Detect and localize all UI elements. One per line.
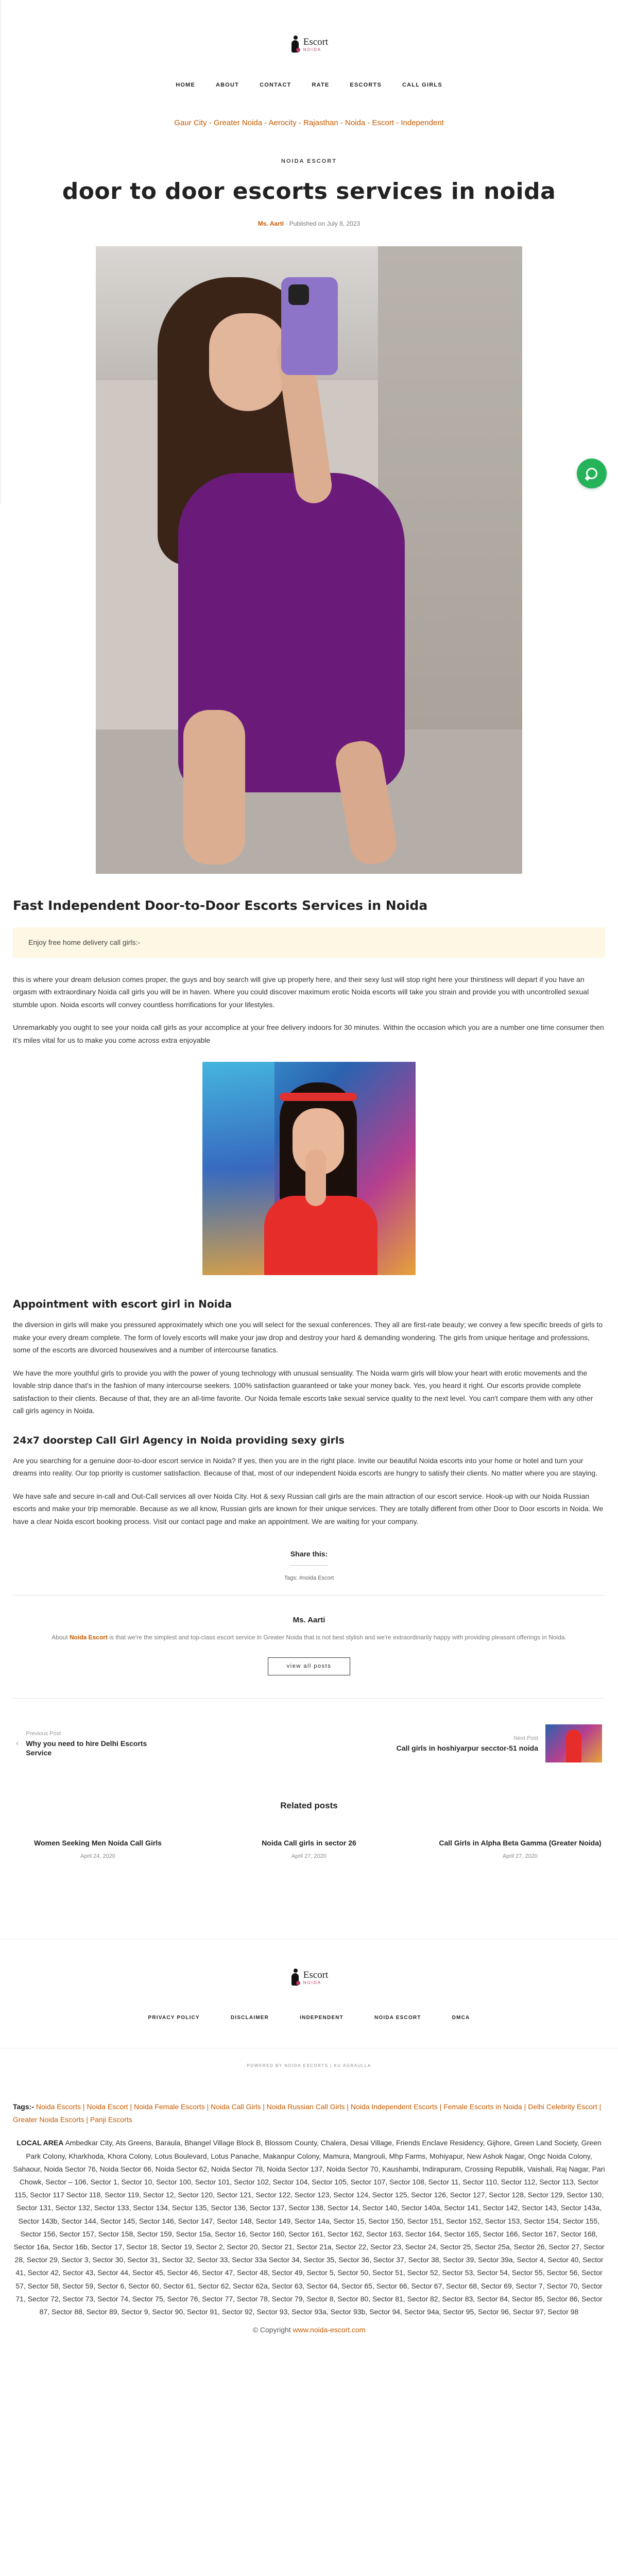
powered-by: POWERED BY NOIDA ESCORTS | KU AGRAULLA — [0, 2048, 618, 2070]
logo-icon — [290, 1968, 301, 1988]
related-date: April 27, 2020 — [503, 1853, 538, 1860]
section-heading-3: 24x7 doorstep Call Girl Agency in Noida providing sexy girls — [13, 1434, 345, 1446]
post-meta — [0, 219, 618, 229]
site-tagline: Gaur City - Greater Noida - Aerocity - Rajasthan - Noida - Escort - Independent — [174, 118, 444, 127]
author-bio-link[interactable]: Noida Escort — [69, 1634, 108, 1641]
footer-privacy-policy[interactable]: PRIVACY POLICY — [148, 2015, 200, 2021]
bottom-seo-block — [13, 2100, 605, 2347]
author-bio: About Noida Escort is that we're the simplest and top-class escort service in Greater Noida that is not best stylish and we're extraordinarily happy with providing pleasant offerings in Noida. — [52, 1634, 566, 1641]
share-label: Share this: — [290, 1548, 328, 1565]
post-author-link[interactable]: Ms. Aarti — [258, 219, 284, 227]
bottom-tag-links[interactable]: Noida Escorts | Noida Escort | Noida Female Escorts | Noida Call Girls | Noida Russian Call Girls | Noida Independent Escorts | Female Escorts in Noida | Delhi Celebrity Escort | Greater Noida Escorts | Panji Escorts — [13, 2103, 602, 2124]
paragraph-4: We have the more youthful girls to provide you with the power of young technology with unusual sensuality. The Noida warm girls will blow your heart with erotic movements and the lovable strip dance that's in the fashion of many intercourse seekers. 100% satisfaction guaranteed or take your money back. Yes, you heard it right. Our escorts provide complete satisfaction to their clients. Because of that, they are an all-time favorite. Our Noida female escorts take sexual service quality to the next level. You can't compare them with any other call girls agency in Noida. — [13, 1368, 593, 1415]
next-post-label: Next Post — [513, 1735, 538, 1742]
next-post-title: Call girls in hoshiyarpur secctor-51 noida — [396, 1743, 538, 1752]
arrow-left-icon: ‹ — [16, 1739, 19, 1748]
left-rule — [0, 0, 1, 505]
post-category[interactable]: NOIDA ESCORT — [281, 158, 337, 164]
footer-nav — [0, 2014, 618, 2022]
post-content — [13, 895, 605, 1861]
footer-disclaimer[interactable]: DISCLAIMER — [230, 2015, 269, 2021]
related-title[interactable]: Women Seeking Men Noida Call Girls — [34, 1839, 162, 1848]
whatsapp-icon — [586, 468, 597, 479]
site-header — [0, 0, 618, 129]
nav-escorts[interactable]: ESCORTS — [350, 82, 382, 89]
section-heading-1: Fast Independent Door-to-Door Escorts Services in Noida — [13, 898, 428, 913]
nav-rate[interactable]: RATE — [312, 82, 330, 89]
nav-call-girls[interactable]: CALL GIRLS — [402, 82, 442, 89]
post-tags — [13, 1574, 605, 1583]
nav-contact[interactable]: CONTACT — [260, 82, 291, 89]
related-card[interactable] — [13, 1838, 183, 1861]
author-name: Ms. Aarti — [293, 1616, 325, 1625]
meta-separator: · — [285, 219, 289, 227]
tag-link[interactable]: #noida Escort — [299, 1574, 334, 1581]
local-area — [13, 2137, 605, 2318]
next-post-thumbnail — [545, 1724, 602, 1762]
logo-text: Escort NOIDA — [303, 37, 329, 53]
main-nav — [0, 81, 618, 90]
tags-label: Tags: — [284, 1574, 298, 1581]
nav-about[interactable]: ABOUT — [216, 82, 239, 89]
related-heading: Related posts — [280, 1801, 338, 1811]
post-title: door to door escorts services in noida — [62, 178, 556, 205]
bottom-tags-label: Tags:- — [13, 2103, 34, 2111]
footer-logo[interactable] — [290, 1965, 329, 1991]
paragraph-1: this is where your dream delusion comes proper, the guys and boy search will give up properly here, and their sexy lust will stop right here your thirstiness will depart if you have an orgasm with extraordinary Noida call girls you will be in haven. Where you could discover maximum erotic Noida escorts will take you strain and provide you with uncontrolled sexual stumble upon. Noida escorts will convey countless horrifications for your lifestyles. — [13, 975, 589, 1009]
prev-post-title: Why you need to hire Delhi Escorts Service — [26, 1739, 147, 1757]
related-grid — [13, 1838, 605, 1861]
post-navigation — [13, 1724, 605, 1762]
copyright-link[interactable]: www.noida-escort.com — [293, 2326, 366, 2334]
section-heading-2: Appointment with escort girl in Noida — [13, 1298, 232, 1311]
view-all-posts-button[interactable]: view all posts — [268, 1657, 350, 1676]
footer-independent[interactable]: INDEPENDENT — [300, 2015, 344, 2021]
nav-home[interactable]: HOME — [176, 82, 196, 89]
author-box — [13, 1614, 605, 1675]
prev-post-link[interactable] — [16, 1730, 154, 1757]
inline-image — [202, 1062, 416, 1275]
related-posts — [13, 1799, 605, 1861]
paragraph-2: Unremarkably you ought to see your noida call girls as your accomplice at your free delivery indoors for 30 minutes. Within the occasion which you are a number one time consumer then it's miles vital for us to make you come across extra enjoyable — [13, 1023, 604, 1044]
related-date: April 27, 2020 — [291, 1853, 327, 1860]
phone-in-photo — [281, 277, 338, 375]
post — [0, 157, 618, 1861]
related-card[interactable] — [435, 1838, 605, 1861]
site-logo[interactable] — [290, 32, 329, 58]
bottom-tags — [13, 2100, 605, 2126]
related-title[interactable]: Noida Call girls in sector 26 — [262, 1839, 356, 1848]
related-title[interactable]: Call Girls in Alpha Beta Gamma (Greater Noida) — [439, 1839, 602, 1848]
local-area-list: Ambedkar City, Ats Greens, Baraula, Bhangel Village Block B, Blossom County, Chalera, Desai Village, Friends Enclave Residency, Gijhore, Green Land Society, Green Park Colony, Kharkhoda, Khora Colony, Lotus Boulevard, Lotus Panache, Makanpur Colony, Mamura, Mangrouli, Mhp Farms, Mohiyapur, New Ashok Nagar, Ongc Noida Colony, Sahaour, Noida Sector 76, Noida Sector 66, Noida Sector 62, Noida Sector 78, Noida Sector 137, Noida Sector 70, Kaushambi, Indirapuram, Crossing Republik, Vaishali, Raj Nagar, Pari Chowk, Sector – 106, Sector 1, Sector 10, Sector 100, Sector 101, Sector 102, Sector 104, Sector 105, Sector 107, Sector 108, Sector 11, Sector 110, Sector 112, Sector 113, Sector 115, Sector 117 Sector 118, Sector 119, Sector 12, Sector 120, Sector 121, Sector 122, Sector 123, Sector 124, Sector 125, Sector 126, Sector 127, Sector 128, Sector 129, Sector 130, Sector 131, Sector 132, Sector 133, Sector 134, Sector 135, Sector 136, Sector 137, Sector 138, Sector 14, Sector 140, Sector 140a, Sector 141, Sector 142, Sector 143, Sector 143a, Sector 143b, Sector 144, Sector 145, Sector 146, Sector 147, Sector 148, Sector 149, Sector 14a, Sector 15, Sector 150, Sector 151, Sector 152, Sector 153, Sector 154, Sector 155, Sector 156, Sector 157, Sector 158, Sector 159, Sector 15a, Sector 16, Sector 160, Sector 161, Sector 162, Sector 163, Sector 164, Sector 165, Sector 166, Sector 167, Sector 168, Sector 16a, Sector 16b, Sector 17, Sector 18, Sector 19, Sector 2, Sector 20, Sector 21, Sector 21a, Sector 22, Sector 23, Sector 24, Sector 25, Sector 25a, Sector 26, Sector 27, Sector 28, Sector 29, Sector 3, Sector 30, Sector 31, Sector 32, Sector 33, Sector 33a Sector 34, Sector 35, Sector 36, Sector 37, Sector 38, Sector 39, Sector 39a, Sector 4, Sector 40, Sector 41, Sector 42, Sector 43, Sector 44, Sector 45, Sector 46, Sector 47, Sector 48, Sector 49, Sector 5, Sector 50, Sector 51, Sector 52, Sector 53, Sector 54, Sector 55, Sector 56, Sector 57, Sector 58, Sector 59, Sector 6, Sector 60, Sector 61, Sector 62, Sector 62a, Sector 63, Sector 64, Sector 65, Sector 66, Sector 67, Sector 68, Sector 69, Sector 7, Sector 70, Sector 71, Sector 72, Sector 73, Sector 74, Sector 75, Sector 76, Sector 77, Sector 78, Sector 79, Sector 8, Sector 80, Sector 81, Sector 82, Sector 83, Sector 84, Sector 85, Sector 86, Sector 87, Sector 88, Sector 89, Sector 9, Sector 90, Sector 91, Sector 92, Sector 93, Sector 93a, Sector 93b, Sector 94, Sector 94a, Sector 95, Sector 96, Sector 97, Sector 98 — [13, 2139, 605, 2316]
local-area-label: LOCAL AREA — [16, 2139, 64, 2147]
paragraph-6: We have safe and secure in-call and Out-Call services all over Noida City. Hot & sexy Russian call girls are the main attraction of our escort service. Hook-up with our Noida Russian escorts and make your trip memorable. Because as we all know, Russian girls are known for their unique services. They are totally different from other Door to Door escorts in Noida. We have a clear Noida escort booking process. Visit our contact page and make an appointment. We are waiting for your company. — [13, 1492, 604, 1526]
paragraph-3: the diversion in girls will make you pressured approximately which one you will select for the sexual conferences. They all are first-rate beauty; we convey a few specific breeds of girls to make your every dream complete. The form of lovely escorts will make your jaw drop and destroy your hard & demanding wondering. The girls from unique heritage and professions, some of the escorts are divorced housewives and a number of intercourse fanatics. — [13, 1320, 603, 1354]
related-card[interactable] — [224, 1838, 394, 1861]
footer-dmca[interactable]: DMCA — [452, 2015, 470, 2021]
whatsapp-button[interactable] — [577, 459, 607, 488]
hero-image — [96, 246, 522, 874]
related-date: April 24, 2020 — [80, 1853, 115, 1860]
logo-icon — [290, 35, 301, 55]
divider — [13, 1595, 605, 1596]
paragraph-5: Are you searching for a genuine door-to-door escort service in Noida? If yes, then you are in the right place. Invite our beautiful Noida escorts into your home or hotel and turn your dreams into reality. Our top priority is customer satisfaction. Because of that, most of our independent Noida escorts are hungry to satisfy their clients. No matter where you are staying. — [13, 1456, 598, 1478]
prev-post-label: Previous Post — [26, 1731, 61, 1737]
logo-text: Escort NOIDA — [303, 1970, 329, 1985]
footer-noida-escort[interactable]: NOIDA ESCORT — [374, 2015, 421, 2021]
post-date: Published on July 8, 2023 — [289, 219, 360, 227]
notice-box: Enjoy free home delivery call girls:- — [13, 927, 605, 957]
next-post-link[interactable] — [394, 1724, 602, 1762]
divider — [13, 1698, 605, 1699]
share-section — [13, 1548, 605, 1565]
copyright: © Copyright www.noida-escort.com — [252, 2326, 366, 2334]
site-footer — [0, 1939, 618, 2070]
